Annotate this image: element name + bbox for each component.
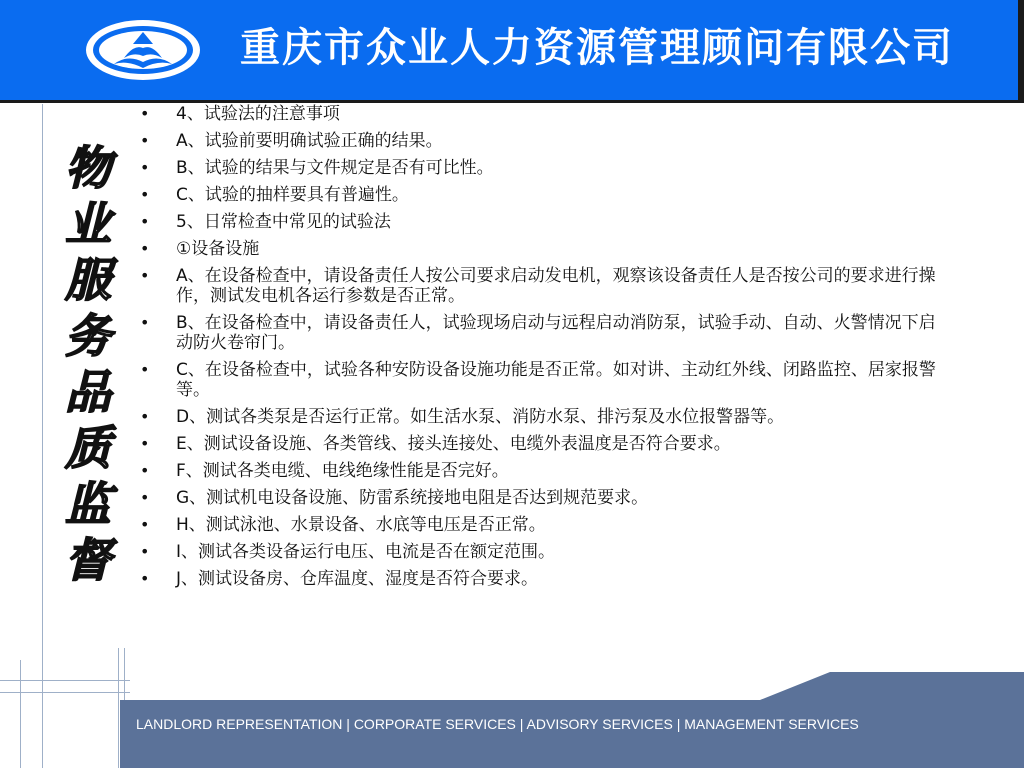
list-item: • B、在设备检查中，请设备责任人，试验现场启动与远程启动消防泵，试验手动、自动、火警情况下启动防火卷帘门。 (140, 313, 950, 353)
bullet-list (140, 104, 950, 596)
header-divider (0, 100, 1024, 103)
list-item: • C、在设备检查中，试验各种安防设备设施功能是否正常。如对讲、主动红外线、闭路监控、居家报警等。 (140, 360, 950, 400)
header-bar (0, 0, 1018, 100)
list-item: • G、测试机电设备设施、防雷系统接地电阻是否达到规范要求。 (140, 488, 950, 508)
list-item: • F、测试各类电缆、电线绝缘性能是否完好。 (140, 461, 950, 481)
list-item: • A、试验前要明确试验正确的结果。 (140, 131, 950, 151)
list-item: • A、在设备检查中，请设备责任人按公司要求启动发电机，观察该设备责任人是否按公司的要求进行操作，测试发电机各运行参数是否正常。 (140, 266, 950, 306)
list-item: • 4、试验法的注意事项 (140, 104, 950, 124)
company-logo-icon (84, 18, 202, 82)
company-name: 重庆市众业人力资源管理顾问有限公司 (240, 25, 954, 71)
list-item: • D、测试各类泵是否运行正常。如生活水泵、消防水泵、排污泵及水位报警器等。 (140, 407, 950, 427)
list-item: • H、测试泳池、水景设备、水底等电压是否正常。 (140, 515, 950, 535)
list-item: • ①设备设施 (140, 239, 950, 259)
list-item: • C、试验的抽样要具有普遍性。 (140, 185, 950, 205)
decor-line (42, 104, 43, 768)
list-item: • I、测试各类设备运行电压、电流是否在额定范围。 (140, 542, 950, 562)
list-item: • B、试验的结果与文件规定是否有可比性。 (140, 158, 950, 178)
side-title: 物业服务品质监督 (65, 141, 111, 587)
header-shadow (1018, 0, 1024, 102)
list-item: • 5、日常检查中常见的试验法 (140, 212, 950, 232)
list-item: • J、测试设备房、仓库温度、湿度是否符合要求。 (140, 569, 950, 589)
list-item: • E、测试设备设施、各类管线、接头连接处、电缆外表温度是否符合要求。 (140, 434, 950, 454)
footer-services-text: LANDLORD REPRESENTATION | CORPORATE SERVICES | ADVISORY SERVICES | MANAGEMENT SERVICES (136, 716, 859, 732)
